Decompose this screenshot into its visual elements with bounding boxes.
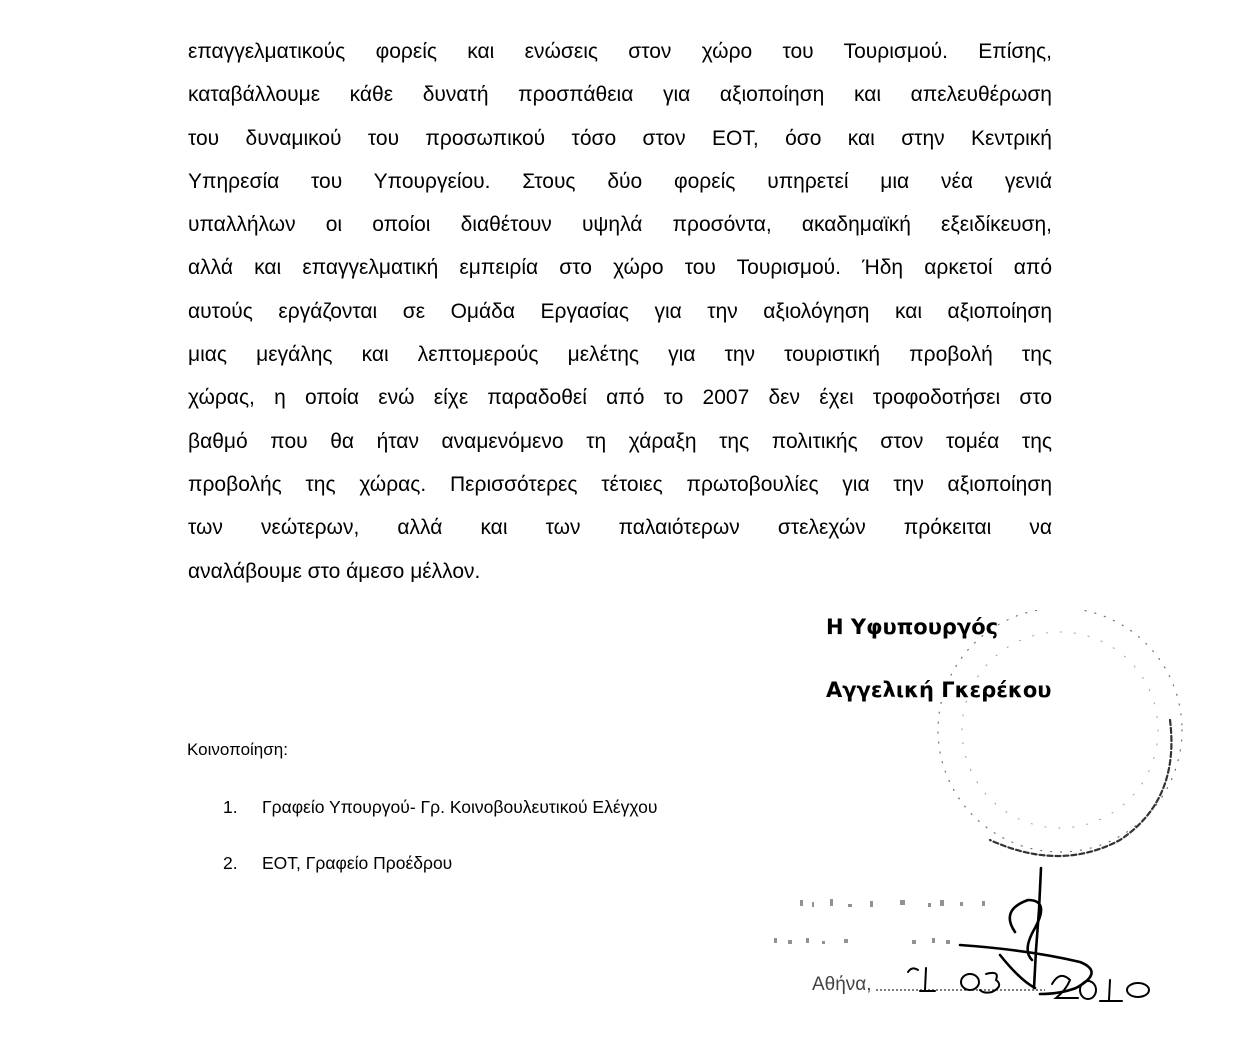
cc-label: Κοινοποίηση: — [187, 740, 288, 759]
handwritten-signature-icon — [960, 868, 1092, 994]
body-line: των νεώτερων, αλλά και των παλαιότερων στελεχών πρόκειται να — [188, 516, 1052, 540]
body-line: προβολής της χώρας. Περισσότερες τέτοιες πρωτοβουλίες για την αξιοποίηση — [188, 472, 1052, 496]
official-stamp-icon — [938, 610, 1182, 856]
body-line: υπαλλήλων οι οποίοι διαθέτουν υψηλά προσόντα, ακαδημαϊκή εξειδίκευση, — [188, 213, 1052, 237]
signatory-name: Αγγελική Γκερέκου — [826, 678, 1052, 702]
body-line: αλλά και επαγγελματική εμπειρία στο χώρο του Τουρισμού. Ήδη αρκετοί από — [188, 256, 1052, 280]
body-line: επαγγελματικούς φορείς και ενώσεις στον χώρο του Τουρισμού. Επίσης, — [188, 40, 1052, 63]
faded-stamp-text-icon — [774, 899, 985, 944]
cc-list-item — [223, 853, 452, 874]
body-line: καταβάλλουμε κάθε δυνατή προσπάθεια για αξιοποίηση και απελευθέρωση — [188, 83, 1052, 107]
cc-list-item — [223, 797, 657, 818]
body-line-last: αναλάβουμε στο άμεσο μέλλον. — [188, 559, 481, 583]
place-label: Αθήνα, — [812, 974, 872, 995]
cc-item-text: ΕΟΤ, Γραφείο Προέδρου — [262, 853, 453, 873]
cc-item-number: 2. — [223, 853, 238, 873]
body-line: αυτούς εργάζονται σε Ομάδα Εργασίας για την αξιολόγηση και αξιοποίηση — [188, 299, 1052, 323]
handwritten-date-icon — [908, 968, 1149, 1001]
signatory-title: Η Υφυπουργός — [826, 615, 999, 639]
body-line: βαθμό που θα ήταν αναμενόμενο τη χάραξη της πολιτικής στον τομέα της — [188, 429, 1052, 453]
body-line: μιας μεγάλης και λεπτομερούς μελέτης για την τουριστική προβολή της — [188, 343, 1052, 367]
cc-item-number: 1. — [223, 797, 238, 817]
body-line: χώρας, η οποία ενώ είχε παραδοθεί από το 2007 δεν έχει τροφοδοτήσει στο — [188, 386, 1052, 410]
official-stamp-and-signature — [760, 610, 1200, 1010]
body-line: του δυναμικού του προσωπικού τόσο στον ΕΟΤ, όσο και στην Κεντρική — [188, 126, 1052, 150]
body-line: Υπηρεσία του Υπουργείου. Στους δύο φορείς υπηρετεί μια νέα γενιά — [188, 169, 1052, 193]
cc-item-text: Γραφείο Υπουργού- Γρ. Κοινοβουλευτικού Ελέγχου — [262, 797, 658, 817]
letter-body — [188, 30, 1052, 593]
